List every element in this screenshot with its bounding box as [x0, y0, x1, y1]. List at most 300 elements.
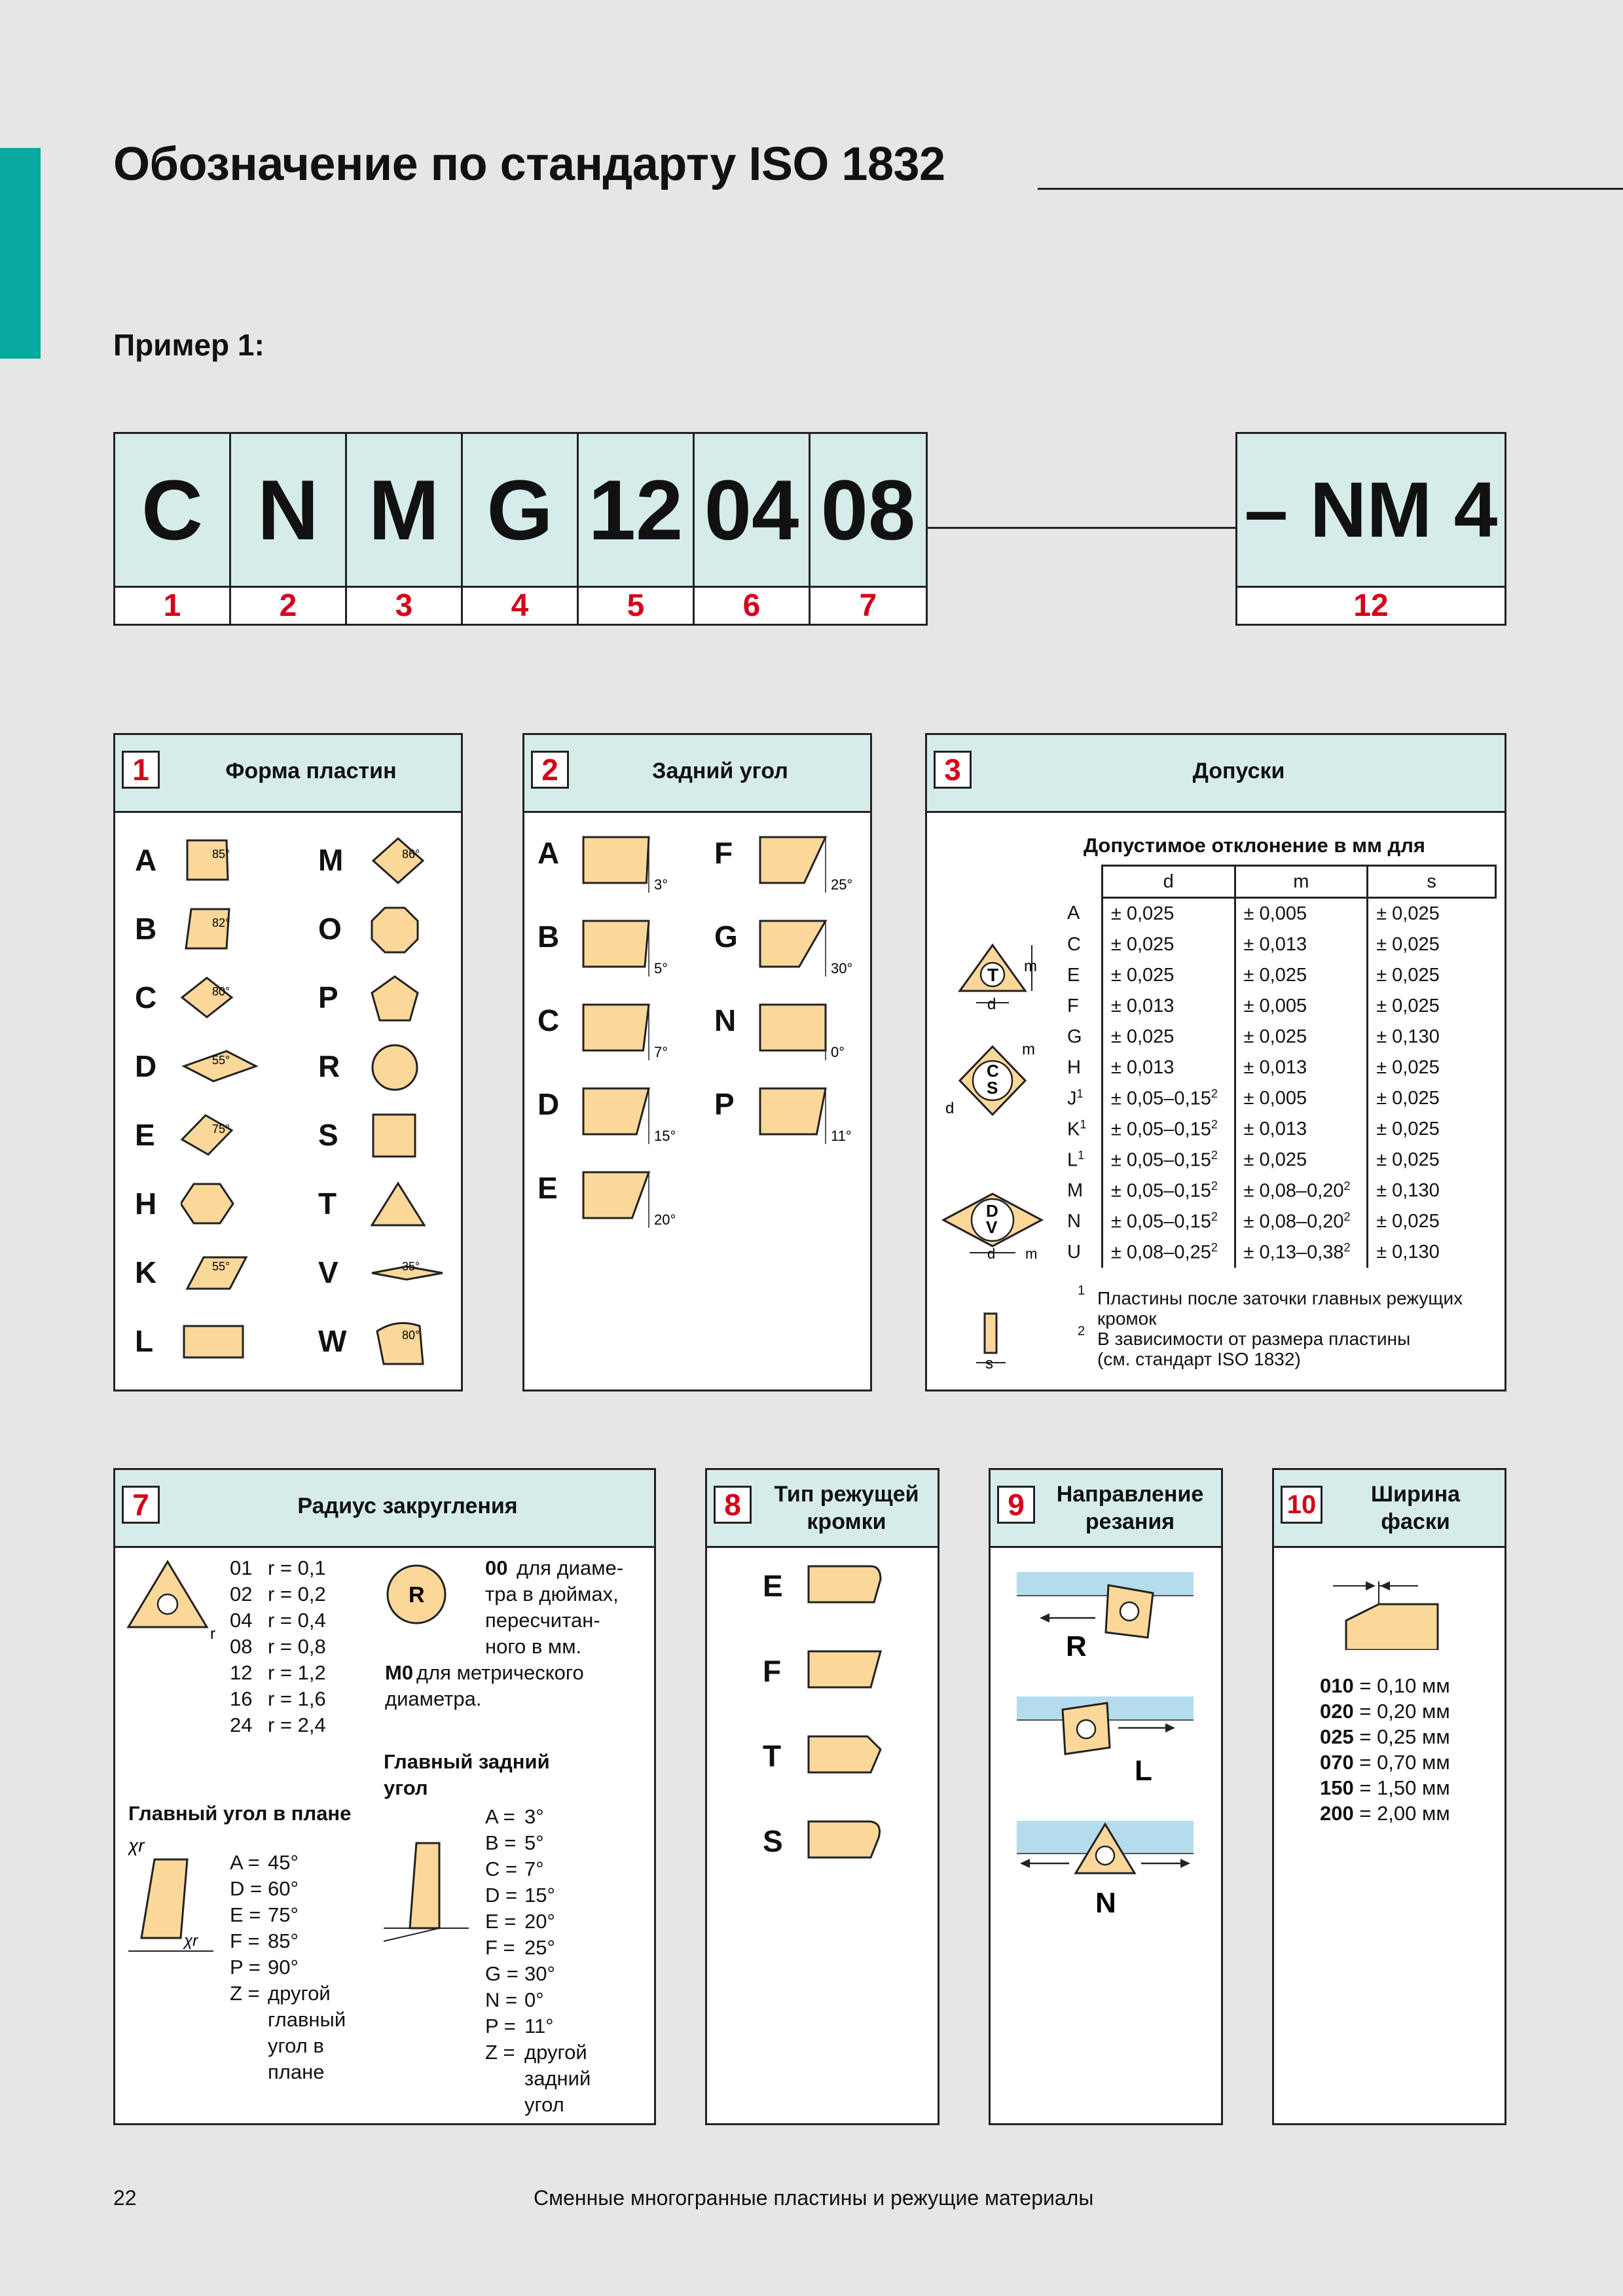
fig-label-m: m [1024, 958, 1037, 975]
code-index: 4 [463, 586, 579, 624]
radius-code: 08 [230, 1635, 253, 1658]
inch-text: для диаме- [517, 1556, 624, 1579]
shape-code-letter: R [318, 1049, 340, 1083]
tolerance-row [1065, 898, 1496, 930]
tolerance-s: ± 0,025 [1368, 1052, 1496, 1083]
fig-label-s: s [985, 1355, 993, 1372]
tolerance-s: ± 0,025 [1368, 1083, 1496, 1114]
shape-s-icon [371, 1112, 452, 1161]
tolerance-m: ± 0,005 [1235, 1083, 1368, 1114]
fig-label-c: C [987, 1061, 999, 1081]
metric-text: для метрического [416, 1661, 584, 1684]
teal-accent-bar [0, 148, 41, 359]
panel-title: Форма пластин [225, 759, 397, 783]
rear-angle-code: G = [485, 1962, 519, 1985]
tolerance-s: ± 0,130 [1368, 1022, 1496, 1052]
radius-code: 12 [230, 1661, 253, 1684]
shape-list [115, 811, 461, 1390]
rear-angle-code: F = [485, 1936, 515, 1959]
inch-text: тра в дюймах, [485, 1583, 619, 1605]
shape-code-letter: O [318, 912, 342, 946]
shape-p-icon [371, 975, 452, 1024]
chamfer-value: = 2,00 мм [1353, 1802, 1450, 1825]
panel-title: Тип режущей [774, 1482, 919, 1507]
code-cell: C [115, 434, 231, 586]
inch-text: пересчитан- [485, 1609, 600, 1632]
shape-code-letter: H [135, 1187, 157, 1221]
chamfer-value: = 1,50 мм [1353, 1776, 1450, 1799]
chamfer-width-row [1320, 1775, 1450, 1801]
shape-code-letter: W [318, 1324, 347, 1358]
clearance-code-letter: N [714, 1003, 737, 1037]
rear-angle-code: B = [485, 1831, 517, 1854]
rear-angle-code: Z = [485, 2041, 515, 2064]
code-index: 7 [811, 586, 926, 624]
code-cell: 04 [695, 434, 811, 586]
fig-label-d: D [986, 1201, 998, 1221]
radius-value: r = 0,1 [268, 1556, 326, 1579]
tolerance-m: ± 0,025 [1235, 960, 1368, 991]
panel-edge-type [705, 1468, 939, 2125]
tolerance-s: ± 0,025 [1368, 1145, 1496, 1175]
rear-angle-value: 20° [524, 1910, 555, 1933]
panel-number: 7 [122, 1486, 160, 1524]
fig-label-t: T [987, 965, 999, 985]
panel-title: резания [1085, 1509, 1175, 1534]
direction-label: L [1135, 1755, 1152, 1787]
shape-r-icon [371, 1043, 452, 1092]
shape-k-icon [181, 1249, 263, 1299]
clearance-code-letter: P [714, 1087, 735, 1121]
panel-header [991, 1470, 1221, 1548]
tolerance-m: ± 0,025 [1235, 1145, 1368, 1175]
rear-angle-title: угол [384, 1776, 428, 1799]
tolerance-row [1065, 960, 1496, 991]
rear-angle-value: 15° [524, 1884, 555, 1907]
tolerance-m: ± 0,005 [1235, 898, 1368, 930]
clearance-code-letter: D [538, 1087, 560, 1121]
radius-code: 01 [230, 1556, 253, 1579]
tolerance-s: ± 0,130 [1368, 1175, 1496, 1206]
shape-angle-label: 55° [212, 1260, 230, 1273]
shape-angle-label: 80° [402, 1329, 420, 1342]
clearance-angle-icon [577, 1001, 695, 1073]
panel-header [707, 1470, 938, 1548]
tolerance-d: ± 0,013 [1102, 991, 1235, 1022]
shape-code-letter: V [318, 1255, 338, 1289]
plan-angle-code: D = [230, 1877, 263, 1900]
example-label: Пример 1: [113, 328, 264, 362]
fig-label-m: m [1022, 1041, 1035, 1058]
tolerance-s: ± 0,025 [1368, 1114, 1496, 1145]
plan-angle-code: E = [230, 1903, 261, 1926]
radius-value: r = 1,2 [268, 1661, 326, 1684]
chi-label: χr [184, 1932, 198, 1950]
code-cell: G [463, 434, 579, 586]
tolerance-m: ± 0,005 [1235, 991, 1368, 1022]
code-cell: 12 [579, 434, 695, 586]
radius-code: 04 [230, 1609, 253, 1632]
tolerance-note-1: Пластины после заточки главных режущих [1097, 1288, 1463, 1308]
rear-angle-icon [377, 1837, 475, 1948]
page-number: 22 [113, 2186, 137, 2210]
tolerance-class: U [1067, 1242, 1081, 1263]
tolerance-d: ± $0,05-0,15^2$ [1102, 1114, 1235, 1145]
clearance-angle-icon [577, 918, 695, 990]
chamfer-width-row [1320, 1698, 1450, 1725]
chamfer-code: 010 [1320, 1674, 1354, 1697]
shape-code-letter: L [135, 1324, 154, 1358]
shape-code-letter: D [135, 1049, 157, 1083]
plan-angle-title: Главный угол в плане [128, 1802, 352, 1825]
panel-clearance-angle [522, 733, 872, 1391]
tolerance-s: ± 0,025 [1368, 1206, 1496, 1237]
code-index: 2 [231, 586, 347, 624]
tolerance-row [1065, 1052, 1496, 1083]
metric-code: M0 [385, 1661, 414, 1684]
chamfer-code: 020 [1320, 1700, 1354, 1723]
shape-c-icon [181, 975, 263, 1024]
chamfer-code: 200 [1320, 1802, 1354, 1825]
fig-label-d: d [987, 1246, 996, 1262]
direction-figures [991, 1546, 1221, 1939]
rear-angle-value: 5° [524, 1831, 544, 1854]
rear-angle-value: 11° [524, 2015, 554, 2037]
plan-angle-value: 60° [268, 1877, 299, 1900]
plan-angle-value: 45° [268, 1851, 299, 1874]
fig-label-d: d [987, 996, 996, 1013]
panel-header [524, 735, 870, 813]
tolerance-row [1065, 1022, 1496, 1052]
radius-value: r = 0,4 [268, 1609, 326, 1632]
panel-header [115, 1470, 654, 1548]
tolerance-s: ± 0,025 [1368, 991, 1496, 1022]
tolerance-d: ± $0,05-0,15^2$ [1102, 1175, 1235, 1206]
chamfer-code: 150 [1320, 1776, 1354, 1799]
panel-title: кромки [807, 1509, 886, 1534]
direction-label: R [1066, 1630, 1087, 1662]
radius-value: r = 0,2 [268, 1583, 326, 1605]
panel-number: 1 [122, 751, 160, 789]
edge-type-t-icon [805, 1733, 890, 1779]
radius-code: 24 [230, 1713, 253, 1736]
tolerance-class: N [1067, 1211, 1081, 1232]
chamfer-value: = 0,20 мм [1353, 1700, 1450, 1723]
code-connector-line [928, 527, 1235, 529]
panel-cutting-direction [989, 1468, 1223, 2125]
panel-number: 8 [714, 1486, 752, 1524]
shape-code-letter: C [135, 980, 157, 1014]
tolerance-m: ± 0,013 [1235, 1114, 1368, 1145]
tolerance-class: $L^1$ [1067, 1149, 1085, 1171]
plan-angle-value: главный [268, 2008, 346, 2031]
code-index: 3 [347, 586, 463, 624]
chamfer-width-row [1320, 1749, 1450, 1776]
radius-value: r = 2,4 [268, 1713, 326, 1736]
rear-angle-code: C = [485, 1857, 518, 1880]
plan-angle-value: угол в [268, 2034, 324, 2057]
clearance-code-letter: F [714, 836, 733, 870]
panel-title: фаски [1381, 1509, 1450, 1534]
clearance-angle-icon [577, 1169, 695, 1241]
tolerance-class: $J^1$ [1067, 1087, 1084, 1109]
edge-type-s-icon [805, 1818, 890, 1864]
plan-angle-value: другой [268, 1982, 331, 2005]
panel-insert-shape [113, 733, 463, 1391]
clearance-code-letter: G [714, 920, 738, 954]
rear-angle-value: 3° [524, 1805, 544, 1828]
plan-angle-code: A = [230, 1851, 260, 1874]
clearance-code-letter: B [538, 920, 560, 954]
chamfer-code: 070 [1320, 1751, 1354, 1774]
tolerance-s: ± 0,025 [1368, 929, 1496, 960]
tolerance-row [1065, 1237, 1496, 1268]
shape-t-icon [371, 1181, 452, 1230]
col-header: m [1235, 866, 1368, 898]
direction-label: N [1095, 1887, 1116, 1919]
tolerance-m: ± $0,08-0,20^2$ [1235, 1206, 1368, 1237]
code-strip [113, 432, 928, 626]
code-index: 5 [579, 586, 695, 624]
radius-triangle-icon [122, 1555, 220, 1640]
thickness-icon [985, 1314, 996, 1353]
tolerance-note-2: В зависимости от размера пластины [1097, 1329, 1411, 1349]
panel-number: 2 [531, 751, 569, 789]
tolerance-class: G [1067, 1026, 1082, 1047]
footer-text: Сменные многогранные пластины и режущие материалы [534, 2186, 1094, 2210]
plan-angle-code: P = [230, 1956, 261, 1979]
panel-title: Радиус закругления [297, 1494, 518, 1518]
shape-w-icon [371, 1318, 452, 1367]
clearance-code-letter: C [538, 1003, 560, 1037]
edge-type-letter: S [763, 1824, 783, 1858]
clearance-angle-label: 5° [654, 960, 668, 977]
shape-code-letter: T [318, 1187, 337, 1221]
rear-angle-title: Главный задний [384, 1750, 550, 1773]
panel-header [115, 735, 461, 813]
panel-number: 10 [1281, 1486, 1322, 1524]
shape-angle-label: 80° [212, 985, 230, 998]
shape-e-icon [181, 1112, 263, 1161]
tolerance-class: C [1067, 934, 1081, 955]
tolerance-class: E [1067, 965, 1080, 986]
panel-tolerances [925, 733, 1506, 1391]
tolerance-row [1065, 1114, 1496, 1145]
shape-m-icon [371, 837, 452, 886]
code-suffix: – NM 4 [1237, 434, 1504, 586]
shape-code-letter: M [318, 843, 344, 877]
tolerance-d: ± $0,08-0,25^2$ [1102, 1237, 1235, 1268]
tolerance-d: ± 0,025 [1102, 898, 1235, 930]
edge-type-letter: F [763, 1654, 782, 1688]
fig-label-s: S [987, 1078, 998, 1098]
tolerance-m: ± $0,08-0,20^2$ [1235, 1175, 1368, 1206]
page-title: Обозначение по стандарту ISO 1832 [113, 138, 945, 190]
shape-d-icon [181, 1043, 263, 1092]
rear-angle-value: 0° [524, 1988, 544, 2011]
rear-angle-value: 25° [524, 1936, 555, 1959]
shape-code-letter: S [318, 1118, 338, 1152]
radius-code: 02 [230, 1583, 253, 1605]
shape-code-letter: P [318, 980, 338, 1014]
edge-type-f-icon [805, 1648, 890, 1694]
clearance-angle-label: 0° [831, 1044, 845, 1060]
note-mark: 1 [1078, 1283, 1085, 1298]
rear-angle-code: A = [485, 1805, 515, 1828]
fig-label-v: V [986, 1217, 998, 1237]
tolerance-d: ± 0,013 [1102, 1052, 1235, 1083]
clearance-angle-icon [577, 834, 695, 906]
tolerance-m: ± 0,013 [1235, 1052, 1368, 1083]
rear-angle-code: D = [485, 1884, 518, 1907]
code-suffix-box [1235, 432, 1506, 626]
panel-title: Направление [1056, 1482, 1204, 1507]
tolerance-m: ± 0,013 [1235, 929, 1368, 960]
radius-code: 16 [230, 1687, 253, 1710]
plan-angle-value: 85° [268, 1929, 299, 1952]
tolerance-subtitle: Допустимое отклонение в мм для [1083, 834, 1426, 857]
radius-value: r = 1,6 [268, 1687, 326, 1710]
panel-title: Допуски [1192, 759, 1285, 783]
rear-angle-value: угол [524, 2093, 564, 2116]
tolerance-note-2b: (см. стандарт ISO 1832) [1097, 1349, 1301, 1369]
edge-type-letter: T [763, 1739, 782, 1773]
tolerance-d: ± 0,025 [1102, 1022, 1235, 1052]
rear-angle-code: E = [485, 1910, 517, 1933]
clearance-angle-icon [754, 1085, 871, 1157]
fig-label-r: r [210, 1625, 215, 1640]
tolerance-note-1b: кромок [1097, 1308, 1157, 1329]
shape-code-letter: B [135, 912, 157, 946]
panel-number: 9 [997, 1486, 1035, 1524]
chamfer-width-row [1320, 1724, 1450, 1750]
tolerance-m: ± $0,13-0,38^2$ [1235, 1237, 1368, 1268]
plan-angle-value: 75° [268, 1903, 299, 1926]
tolerance-row [1065, 1145, 1496, 1175]
clearance-angle-label: 20° [654, 1211, 676, 1228]
shape-angle-label: 55° [212, 1054, 230, 1067]
clearance-angle-label: 11° [831, 1128, 852, 1144]
clearance-angle-label: 3° [654, 876, 668, 893]
tolerance-d: ± 0,025 [1102, 960, 1235, 991]
shape-v-icon [371, 1249, 452, 1299]
shape-code-letter: A [135, 843, 157, 877]
shape-code-letter: E [135, 1118, 155, 1152]
plan-angle-code: Z = [230, 1982, 260, 2005]
tolerance-row [1065, 929, 1496, 960]
round-insert-icon [384, 1562, 449, 1627]
shape-code-letter: K [135, 1255, 157, 1289]
rear-angle-code: P = [485, 2015, 516, 2037]
shape-angle-label: 82° [212, 916, 230, 929]
rear-angle-code: N = [485, 1988, 518, 2011]
tolerance-d: ± 0,025 [1102, 929, 1235, 960]
clearance-list [524, 811, 870, 1390]
tolerance-figures [927, 811, 1071, 1387]
clearance-angle-icon [577, 1085, 695, 1157]
radius-value: r = 0,8 [268, 1635, 326, 1658]
tolerance-table [1065, 865, 1497, 1268]
code-cell: 08 [811, 434, 926, 586]
panel-header [1274, 1470, 1504, 1548]
tolerance-class: $K^1$ [1067, 1118, 1087, 1140]
tolerance-s: ± 0,025 [1368, 960, 1496, 991]
panel-number: 3 [934, 751, 972, 789]
clearance-angle-label: 7° [654, 1044, 668, 1060]
clearance-code-letter: E [538, 1171, 558, 1205]
panel-corner-radius [113, 1468, 656, 2125]
clearance-code-letter: A [538, 836, 560, 870]
panel-title: Задний угол [652, 759, 788, 783]
chamfer-value: = 0,25 мм [1353, 1725, 1450, 1748]
shape-a-icon [181, 837, 263, 886]
tolerance-row [1065, 991, 1496, 1022]
tolerance-d: ± $0,05-0,15^2$ [1102, 1206, 1235, 1237]
fig-label-m: m [1025, 1246, 1038, 1262]
tolerance-row [1065, 1175, 1496, 1206]
metric-text: диаметра. [385, 1687, 482, 1710]
edge-type-letter: E [763, 1569, 783, 1603]
panel-header [927, 735, 1504, 813]
code-index: 6 [695, 586, 811, 624]
tolerance-row [1065, 1083, 1496, 1114]
clearance-angle-icon [754, 918, 871, 990]
rear-angle-value: 7° [524, 1857, 544, 1880]
plan-angle-value: плане [268, 2060, 325, 2083]
plan-angle-icon [128, 1833, 227, 1958]
shape-h-icon [181, 1181, 263, 1230]
inch-text: ного в мм. [485, 1635, 582, 1658]
chamfer-width-row [1320, 1673, 1450, 1699]
shape-b-icon [181, 906, 263, 955]
rear-angle-value: задний [524, 2067, 591, 2090]
plan-angle-value: 90° [268, 1956, 299, 1979]
tolerance-s: ± 0,130 [1368, 1237, 1496, 1268]
tolerance-class: H [1067, 1057, 1081, 1078]
chamfer-icon [1320, 1571, 1470, 1650]
chamfer-code: 025 [1320, 1725, 1354, 1748]
tolerance-class: M [1067, 1180, 1084, 1201]
tolerance-d: ± $0,05-0,15^2$ [1102, 1145, 1235, 1175]
clearance-angle-icon [754, 1001, 871, 1073]
rear-angle-value: 30° [524, 1962, 555, 1985]
plan-angle-code: F = [230, 1929, 260, 1952]
edge-type-e-icon [805, 1563, 890, 1609]
clearance-angle-icon [754, 834, 871, 906]
code-cell: N [231, 434, 347, 586]
col-header: s [1368, 866, 1496, 898]
shape-angle-label: 85° [212, 848, 230, 861]
clearance-angle-label: 30° [831, 960, 853, 977]
note-mark: 2 [1078, 1324, 1085, 1338]
tolerance-class: A [1067, 903, 1080, 924]
panel-chamfer-width [1272, 1468, 1506, 2125]
shape-angle-label: 86° [402, 848, 420, 861]
chamfer-value: = 0,70 мм [1353, 1751, 1450, 1774]
chi-label: χr [128, 1835, 145, 1856]
tolerance-m: ± 0,025 [1235, 1022, 1368, 1052]
code-index: 1 [115, 586, 231, 624]
fig-label-d: d [945, 1100, 955, 1117]
shape-angle-label: 75° [212, 1122, 230, 1136]
rear-angle-value: другой [524, 2041, 587, 2064]
clearance-angle-label: 15° [654, 1128, 676, 1144]
code-suffix-index: 12 [1237, 586, 1504, 624]
shape-l-icon [181, 1318, 263, 1367]
tolerance-class: F [1067, 996, 1079, 1016]
inch-code: 00 [485, 1556, 508, 1579]
clearance-angle-label: 25° [831, 876, 853, 893]
